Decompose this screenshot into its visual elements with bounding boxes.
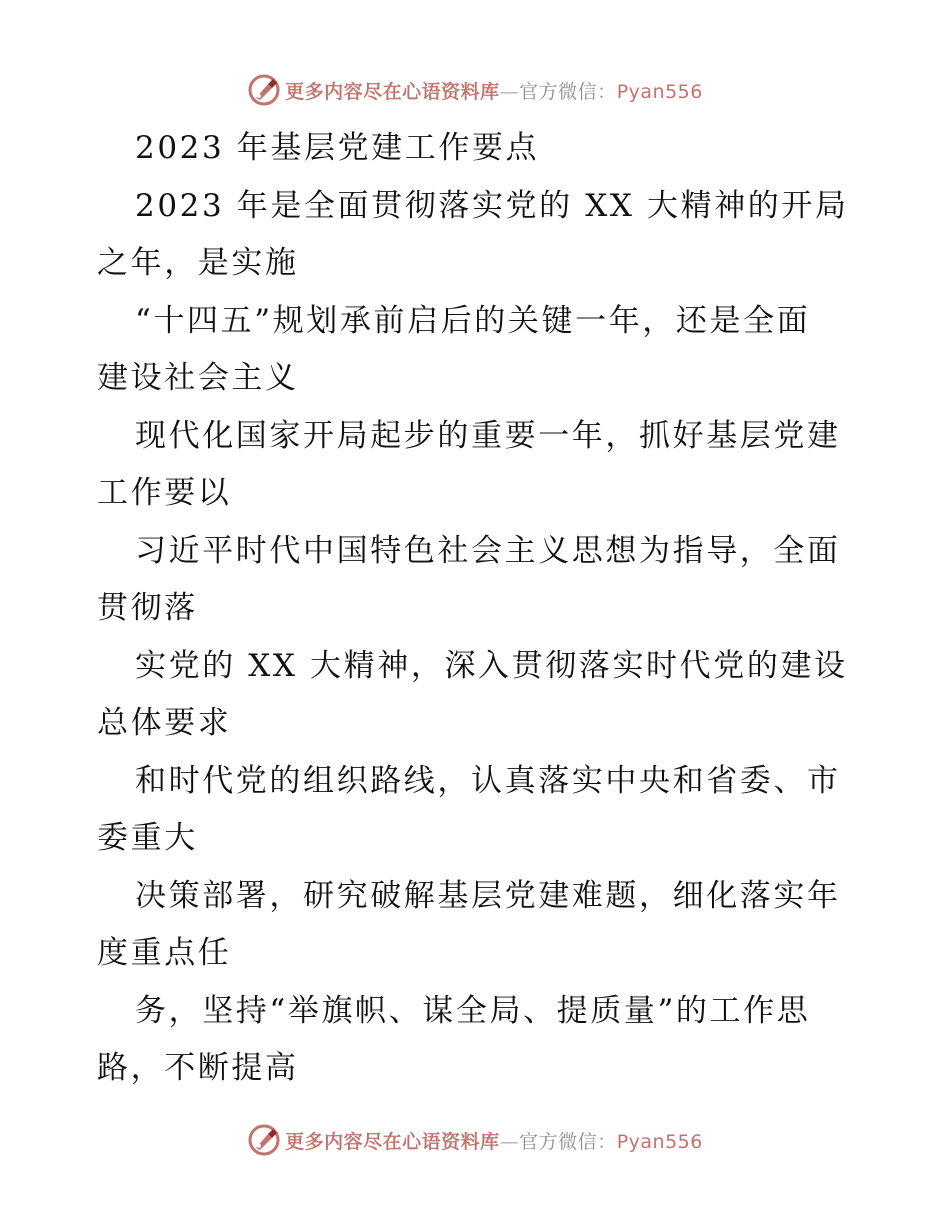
text-line: 贯彻落 [97, 590, 198, 626]
text-line: 决策部署，研究破解基层党建难题，细化落实年 [135, 877, 841, 914]
pen-nib-logo-icon [247, 1123, 281, 1157]
text-line: 务，坚持“举旗帜、谋全局、提质量”的工作思 [135, 992, 811, 1029]
text-line: 现代化国家开局起步的重要一年，抓好基层党建 [135, 417, 841, 454]
text-line: 和时代党的组织路线，认真落实中央和省委、市 [135, 762, 841, 799]
text-line: 2023 年是全面贯彻落实党的 XX 大精神的开局 [135, 187, 849, 224]
watermark-text [285, 1127, 703, 1154]
pen-nib-logo-icon [247, 73, 281, 107]
document-body [97, 120, 857, 1098]
text-line: 委重大 [97, 820, 198, 856]
watermark-brand: 更多内容尽在心语资料库 [285, 1130, 500, 1153]
text-line: 总体要求 [97, 705, 232, 741]
text-line: 路，不断提高 [97, 1050, 299, 1086]
watermark-text [285, 77, 703, 104]
watermark-separator: — [499, 1130, 520, 1153]
text-line: 建设社会主义 [97, 360, 299, 396]
text-line: “十四五”规划承前启后的关键一年，还是全面 [135, 302, 811, 339]
watermark-handle: Pyan556 [616, 1130, 703, 1153]
watermark-separator: — [499, 80, 520, 103]
watermark-brand: 更多内容尽在心语资料库 [285, 80, 500, 103]
header-watermark [0, 70, 950, 110]
text-line: 习近平时代中国特色社会主义思想为指导，全面 [135, 532, 841, 569]
text-line: 之年，是实施 [97, 245, 299, 281]
footer-watermark [0, 1120, 950, 1160]
document-title: 2023 年基层党建工作要点 [135, 130, 540, 166]
watermark-label: 官方微信： [519, 80, 617, 103]
watermark-handle: Pyan556 [616, 80, 703, 103]
text-line: 度重点任 [97, 935, 232, 971]
text-line: 实党的 XX 大精神，深入贯彻落实时代党的建设 [135, 647, 848, 684]
text-line: 工作要以 [97, 475, 232, 511]
watermark-label: 官方微信： [519, 1130, 617, 1153]
